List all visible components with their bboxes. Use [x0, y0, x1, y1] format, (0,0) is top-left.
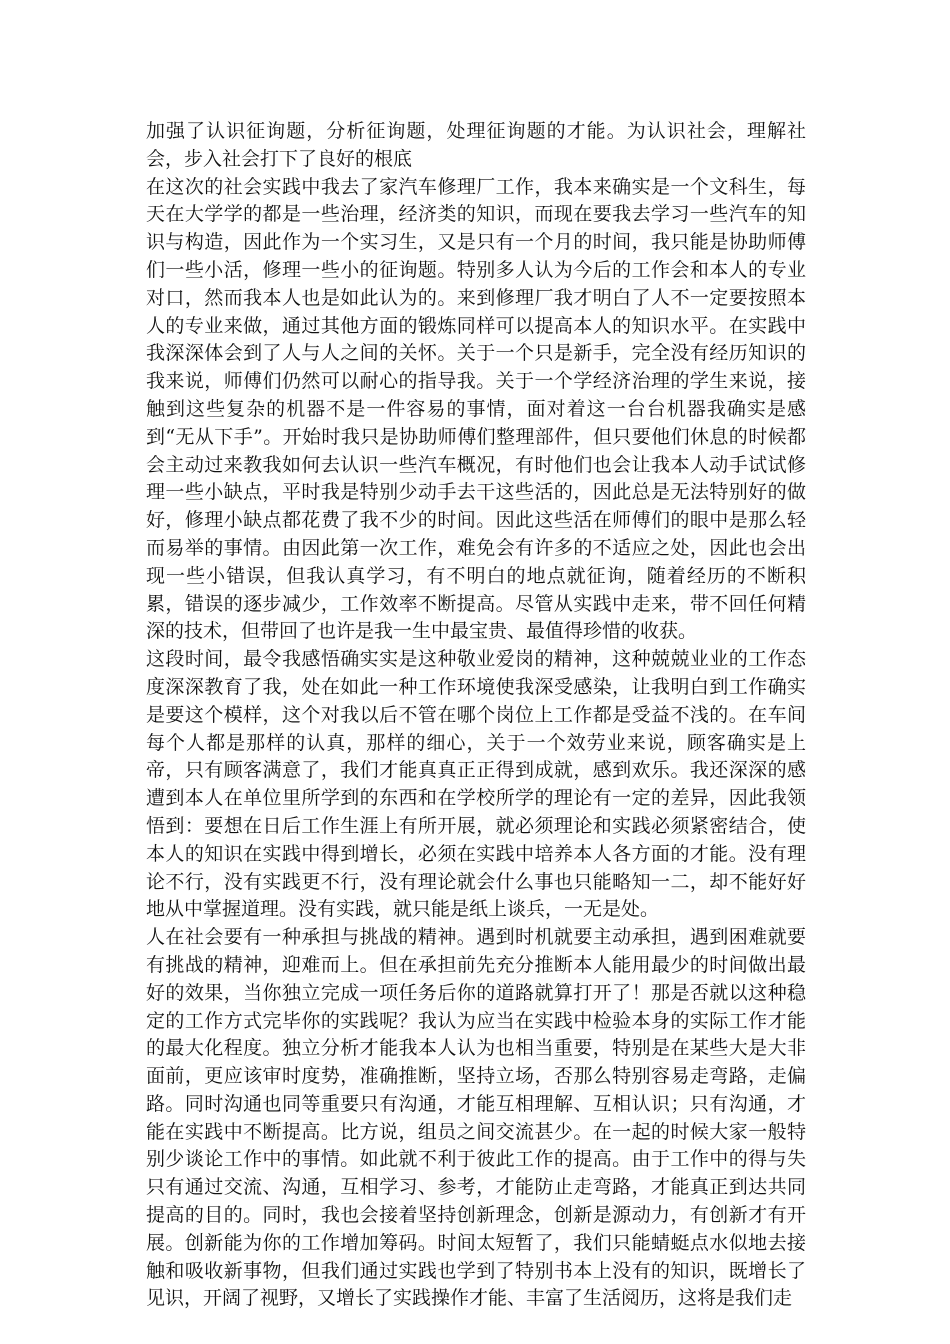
document-body: [146, 118, 806, 1313]
paragraph-2: 在这次的社会实践中我去了家汽车修理厂工作，我本来确实是一个文科生，每天在大学学的都是一些治理，经济类的知识，而现在要我去学习一些汽车的知识与构造，因此作为一个实习生，又是只有一个月的时间，我只能是协助师傅们一些小活，修理一些小的征询题。特别多人认为今后的工作会和本人的专业对口，然而我本人也是如此认为的。来到修理厂我才明白了人不一定要按照本人的专业来做，通过其他方面的锻炼同样可以提高本人的知识水平。在实践中我深深体会到了人与人之间的关怀。关于一个只是新手，完全没有经历知识的我来说，师傅们仍然可以耐心的指导我。关于一个学经济治理的学生来说，接触到这些复杂的机器不是一件容易的事情，面对着这一台台机器我确实是感到“无从下手”。开始时我只是协助师傅们整理部件，但只要他们休息的时候都会主动过来教我如何去认识一些汽车概况，有时他们也会让我本人动手试试修理一些小缺点，平时我是特别少动手去干这些活的，因此总是无法特别好的做好，修理小缺点都花费了我不少的时间。因此这些活在师傅们的眼中是那么轻而易举的事情。由因此第一次工作，难免会有许多的不适应之处，因此也会出现一些小错误，但我认真学习，有不明白的地点就征询，随着经历的不断积累，错误的逐步减少，工作效率不断提高。尽管从实践中走来，带不回任何精深的技术，但带回了也许是我一生中最宝贵、最值得珍惜的收获。: [146, 175, 806, 643]
paragraph-3: 这段时间，最令我感悟确实实是这种敬业爱岗的精神，这种兢兢业业的工作态度深深教育了我，处在如此一种工作环境使我深受感染，让我明白到工作确实是要这个模样，这个对我以后不管在哪个岗位上工作都是受益不浅的。在车间每个人都是那样的认真，那样的细心，关于一个效劳业来说，顾客确实是上帝，只有顾客满意了，我们才能真真正正得到成就，感到欢乐。我还深深的感遭到本人在单位里所学到的东西和在学校所学的理论有一定的差异，因此我领悟到：要想在日后工作生涯上有所开展，就必须理论和实践必须紧密结合，使本人的知识在实践中得到增长，必须在实践中培养本人各方面的才能。没有理论不行，没有实践更不行，没有理论就会什么事也只能略知一二，却不能好好地从中掌握道理。没有实践，就只能是纸上谈兵，一无是处。: [146, 648, 806, 921]
paragraph-1: 加强了认识征询题，分析征询题，处理征询题的才能。为认识社会，理解社会，步入社会打下了良好的根底: [146, 120, 806, 170]
paragraph-4: 人在社会要有一种承担与挑战的精神。遇到时机就要主动承担，遇到困难就要有挑战的精神，迎难而上。但在承担前先充分推断本人能用最少的时间做出最好的效果，当你独立完成一项任务后你的道路就算打开了！那是否就以这种稳定的工作方式完毕你的实践呢？我认为应当在实践中检验本身的实际工作才能的最大化程度。独立分析才能我本人认为也相当重要，特别是在某些大是大非面前，更应该审时度势，准确推断，坚持立场，否那么特别容易走弯路，走偏路。同时沟通也同等重要只有沟通，才能互相理解、互相认识；只有沟通，才能在实践中不断提高。比方说，组员之间交流甚少。在一起的时候大家一般特别少谈论工作中的事情。如此就不利于彼此工作的提高。由于工作中的得与失只有通过交流、沟通，互相学习、参考，才能防止走弯路，才能真正到达共同提高的目的。同时，我也会接着坚持创新理念，创新是源动力，有创新才有开展。创新能为你的工作增加筹码。时间太短暂了，我们只能蜻蜓点水似地去接触和吸收新事物，但我们通过实践也学到了特别书本上没有的知识，既增长了见识，开阔了视野，又增长了实践操作才能、丰富了生活阅历，这将是我们走: [146, 926, 806, 1310]
